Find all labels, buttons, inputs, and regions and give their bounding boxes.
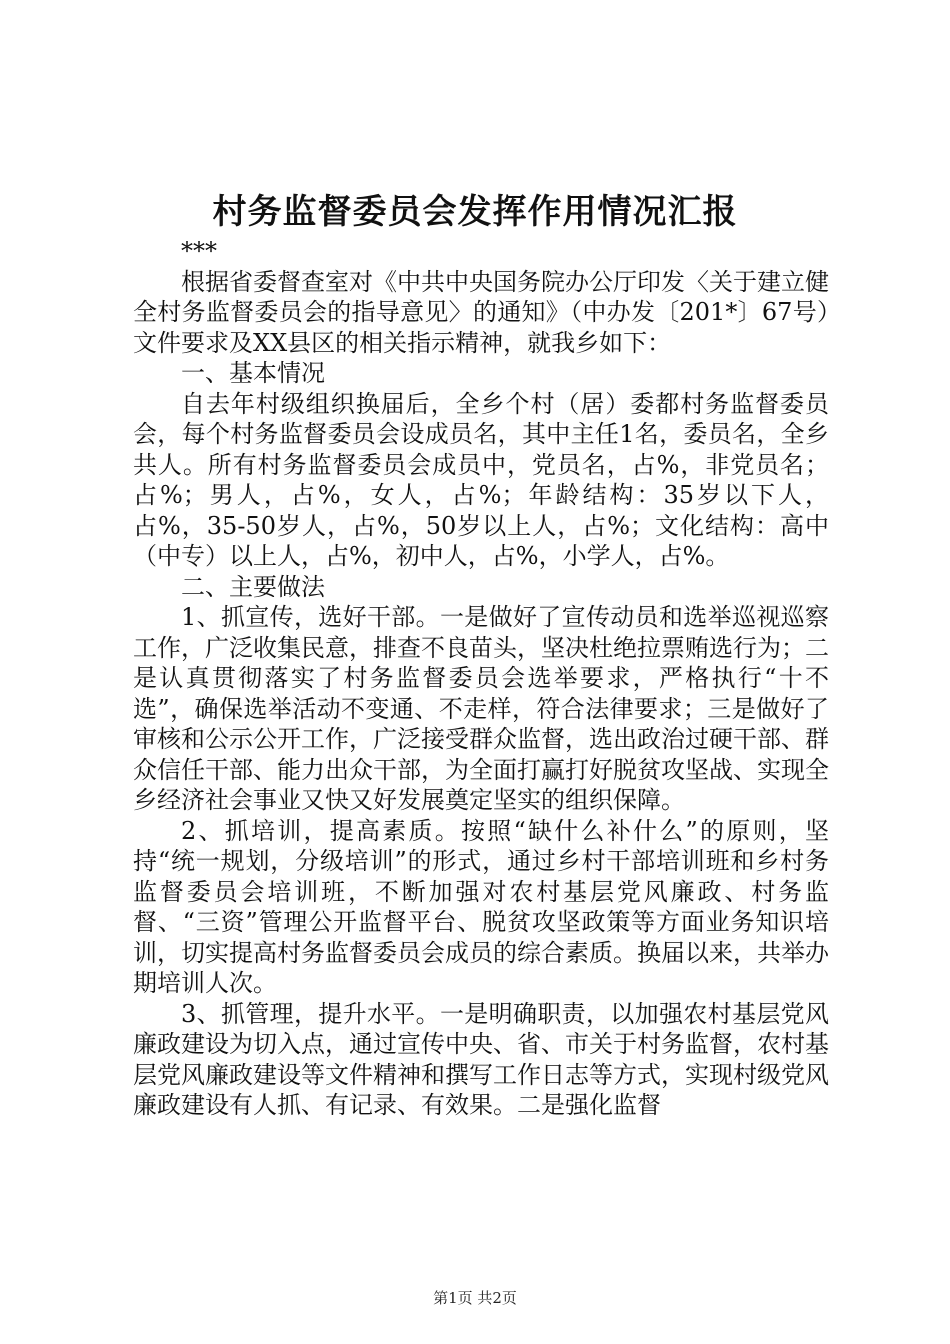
author-line: ***	[181, 237, 217, 265]
document-title: 村务监督委员会发挥作用情况汇报	[212, 192, 738, 232]
paragraph-practice-1: 1、抓宣传，选好干部。一是做好了宣传动员和选举巡视巡察工作，广泛收集民意，排查不良苗头，坚决杜绝拉票贿选行为；二是认真贯彻落实了村务监督委员会选举要求，严格执行“十不选”，确保选举活动不变通、不走样，符合法律要求；三是做好了审核和公示公开工作，广泛接受群众监督，选出政治过硬干部、群众信任干部、能力出众干部，为全面打赢打好脱贫攻坚战、实现全乡经济社会事业又快又好发展奠定坚实的组织保障。	[133, 603, 829, 814]
document-body	[133, 236, 829, 1121]
paragraph-practice-2: 2、抓培训，提高素质。按照“缺什么补什么”的原则，坚持“统一规划，分级培训”的形式，通过乡村干部培训班和乡村务监督委员会培训班，不断加强对农村基层党风廉政、村务监督、“三资”管理公开监督平台、脱贫攻坚政策等方面业务知识培训，切实提高村务监督委员会成员的综合素质。换届以来，共举办期培训人次。	[133, 816, 829, 997]
page-footer: 第1页 共2页	[433, 1289, 517, 1307]
paragraph-intro: 根据省委督查室对《中共中央国务院办公厅印发〈关于建立健全村务监督委员会的指导意见〉的通知》（中办发〔201*〕67号）文件要求及XX县区的相关指示精神，就我乡如下：	[133, 267, 829, 357]
paragraph-basic-situation: 自去年村级组织换届后，全乡个村（居）委都村务监督委员会，每个村务监督委员会设成员名，其中主任1名，委员名，全乡共人。所有村务监督委员会成员中，党员名，占%，非党员名；占%；男人，占%，女人，占%；年龄结构：35岁以下人，占%，35-50岁人，占%，50岁以上人，占%；文化结构：高中（中专）以上人，占%，初中人，占%，小学人，占%。	[133, 389, 829, 570]
section-heading-basic: 一、基本情况	[181, 359, 325, 387]
paragraph-practice-3: 3、抓管理，提升水平。一是明确职责，以加强农村基层党风廉政建设为切入点，通过宣传中央、省、市关于村务监督，农村基层党风廉政建设等文件精神和撰写工作日志等方式，实现村级党风廉政建设有人抓、有记录、有效果。二是强化监督	[133, 999, 829, 1119]
section-heading-practices: 二、主要做法	[181, 572, 325, 601]
